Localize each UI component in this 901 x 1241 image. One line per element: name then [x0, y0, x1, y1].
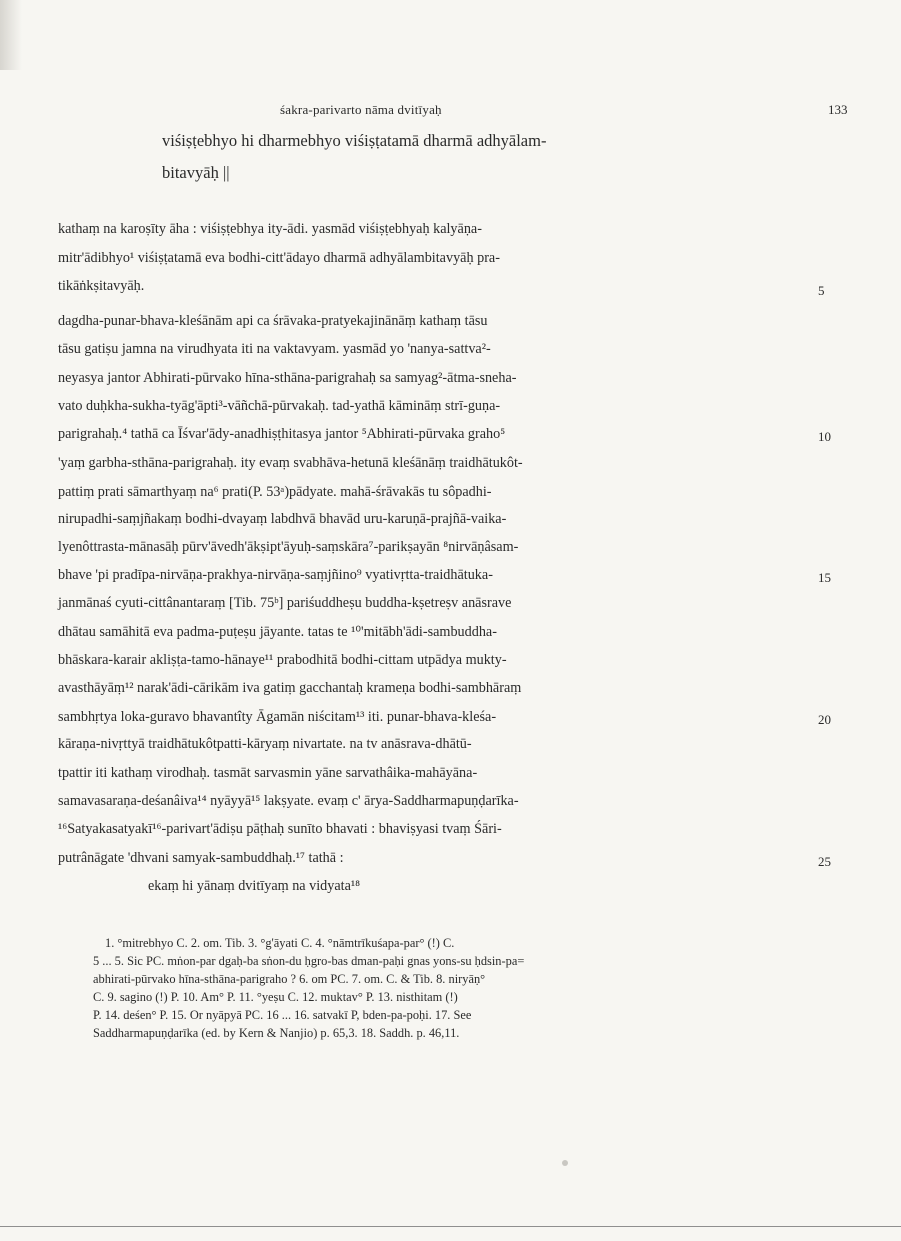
body-line: parigrahaḥ.⁴ tathā ca Īśvar'ādy-anadhiṣṭhitasya jantor ⁵Abhirati-pūrvaka graho⁵ — [58, 426, 506, 442]
body-line: 'yaṃ garbha-sthāna-parigrahaḥ. ity evaṃ svabhāva-hetunā kleśānāṃ traidhātukôt- — [58, 455, 523, 471]
body-line: avasthāyāṃ¹² narak'ādi-cārikām iva gatiṃ gacchantaḥ krameṇa bodhi-sambhāraṃ — [58, 680, 522, 696]
body-line: bhāskara-karair akliṣṭa-tamo-hānaye¹¹ prabodhitā bodhi-cittam utpādya mukty- — [58, 652, 507, 668]
body-line: ¹⁶Satyakasatyakī¹⁶-parivart'ādiṣu pāṭhaḥ sunīto bhavati : bhaviṣyasi tvaṃ Śāri- — [58, 821, 502, 837]
line-number: 10 — [818, 429, 831, 444]
body-line: lyenôttrasta-mānasāḥ pūrv'āvedh'ākṣipt'āyuḥ-saṃskāra⁷-parikṣayān ⁸nirvāṇâsam- — [58, 539, 519, 555]
body-line: mitr'ādibhyo¹ viśiṣṭatamā eva bodhi-citt'ādayo dharmā adhyālambitavyāḥ pra- — [58, 250, 500, 266]
body-line: dagdha-punar-bhava-kleśānām api ca śrāvaka-pratyekajinānāṃ kathaṃ tāsu — [58, 313, 488, 329]
line-number: 15 — [818, 570, 831, 585]
body-line: tikāṅkṣitavyāḥ. — [58, 278, 145, 294]
body-line: neyasya jantor Abhirati-pūrvako hīna-sthāna-parigrahaḥ sa samyag²-ātma-sneha- — [58, 370, 517, 386]
verse-line: viśiṣṭebhyo hi dharmebhyo viśiṣṭatamā dharmā adhyālam- — [162, 131, 547, 150]
body-line: kāraṇa-nivṛttyā traidhātukôtpatti-kāryaṃ nivartate. na tv anāsrava-dhātū- — [58, 736, 472, 752]
scan-speck — [562, 1160, 568, 1166]
body-line: tāsu gatiṣu jamna na virudhyata iti na vaktavyam. yasmād yo 'nanya-sattva²- — [58, 341, 491, 357]
body-line: vato duḥkha-sukha-tyāg'āpti³-vāñchā-pūrvakaḥ. tad-yathā kāmināṃ strī-guṇa- — [58, 398, 501, 414]
body-line: bhave 'pi pradīpa-nirvāṇa-prakhya-nirvāṇa-saṃjñino⁹ vyativṛtta-traidhātuka- — [58, 567, 493, 583]
footnote-line: 1. °mitrebhyo C. 2. om. Tib. 3. °g'āyati C. 4. °nāmtrīkuśapa-par° (!) C. — [105, 936, 455, 950]
body-line: dhātau samāhitā eva padma-puṭeṣu jāyante. tatas te ¹⁰'mitābh'ādi-sambuddha- — [58, 624, 497, 640]
scan-edge-mark — [0, 0, 22, 70]
line-number: 20 — [818, 712, 831, 727]
body-line: sambhṛtya loka-guravo bhavantîty Āgamān niścitam¹³ iti. punar-bhava-kleśa- — [58, 709, 497, 725]
footnote-line: 5 ... 5. Sic PC. mṅon-par dgaḥ-ba sṅon-du ḥgro-bas dman-paḥi gnas yons-su ḥdsin-pa= — [93, 954, 525, 968]
footnote-line: C. 9. sagino (!) P. 10. Am° P. 11. °yeṣu C. 12. muktav° P. 13. nisthitam (!) — [93, 990, 458, 1004]
body-line: janmānaś cyuti-cittânantaraṃ [Tib. 75ᵇ] pariśuddheṣu buddha-kṣetreṣv anāsrave — [58, 595, 512, 611]
footnote-line: P. 14. deśen° P. 15. Or nyāpyā PC. 16 ... 16. satvakī P, bden-pa-poḥi. 17. See — [93, 1008, 472, 1022]
line-number: 5 — [818, 283, 825, 298]
line-number: 25 — [818, 854, 831, 869]
scan-bottom-line — [0, 1226, 901, 1227]
footnote-line: Saddharmapuṇḍarīka (ed. by Kern & Nanjio) p. 65,3. 18. Saddh. p. 46,11. — [93, 1026, 460, 1040]
running-title: śakra-parivarto nāma dvitīyaḥ — [280, 102, 442, 117]
body-line: putrânāgate 'dhvani samyak-sambuddhaḥ.¹⁷ tathā : — [58, 850, 344, 866]
verse-line: bitavyāḥ || — [162, 163, 230, 182]
body-line: samavasaraṇa-deśanâiva¹⁴ nyāyyā¹⁵ lakṣyate. evaṃ c' ārya-Saddharmapuṇḍarīka- — [58, 793, 519, 809]
footnote-line: abhirati-pūrvako hīna-sthāna-parigraho ? 6. om PC. 7. om. C. & Tib. 8. niryāṇ° — [93, 972, 486, 986]
body-line: tpattir iti kathaṃ virodhaḥ. tasmāt sarvasmin yāne sarvathâika-mahāyāna- — [58, 765, 478, 781]
page-number: 133 — [828, 102, 848, 117]
body-line: nirupadhi-saṃjñakaṃ bodhi-dvayaṃ labdhvā bhavād uru-karuṇā-prajñā-vaika- — [58, 511, 507, 527]
body-line: pattiṃ prati sāmarthyaṃ na⁶ prati(P. 53ᵃ)pādyate. mahā-śrāvakās tu sôpadhi- — [58, 484, 492, 500]
body-line: ekaṃ hi yānaṃ dvitīyaṃ na vidyata¹⁸ — [148, 878, 361, 894]
body-line: kathaṃ na karoṣīty āha : viśiṣṭebhya ity-ādi. yasmād viśiṣṭebhyaḥ kalyāṇa- — [58, 221, 482, 237]
